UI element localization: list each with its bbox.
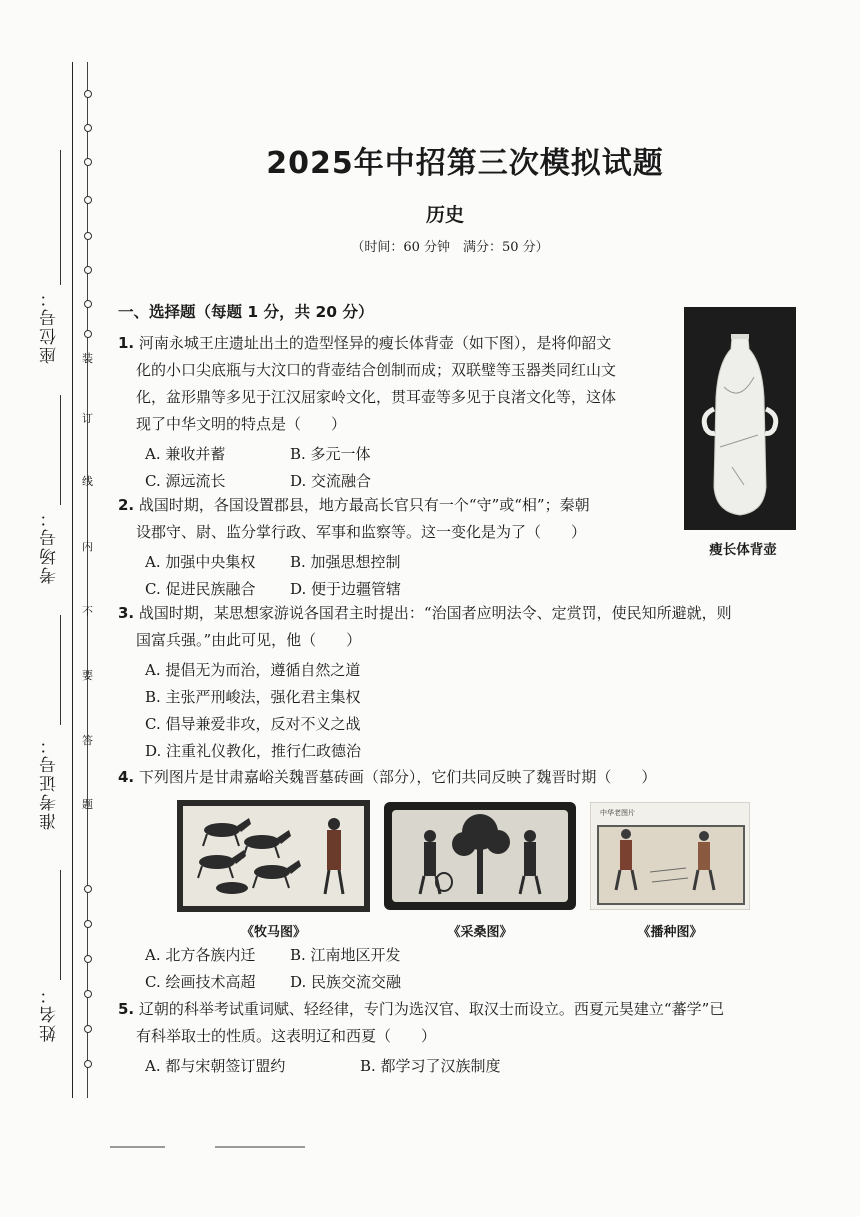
- name-label: 姓名：: [40, 985, 60, 1042]
- seal-dot: [84, 1060, 92, 1068]
- herding-caption: 《牧马图》: [240, 925, 306, 940]
- seal-dot: [84, 300, 92, 308]
- section-title: 一、选择题（每题 1 分，共 20 分）: [118, 303, 374, 321]
- mulberry-image: [384, 802, 576, 910]
- seat-label: 座位号：: [40, 288, 60, 364]
- question-number: 3.: [118, 604, 135, 622]
- footer-stroke: [215, 1146, 305, 1148]
- seal-dot: [84, 1025, 92, 1033]
- seal-dot: [84, 955, 92, 963]
- seal-char: 答: [82, 734, 93, 747]
- footer-stroke: [110, 1146, 165, 1148]
- option-d[interactable]: D. 交流融合: [290, 472, 372, 490]
- option-a[interactable]: A. 提倡无为而治，遵循自然之道: [145, 661, 361, 679]
- exam-title: 2025年中招第三次模拟试题: [266, 146, 664, 181]
- question-4: [118, 764, 656, 791]
- question-number: 4.: [118, 768, 135, 786]
- option-c[interactable]: C. 源远流长: [145, 472, 226, 490]
- sowing-image: [590, 802, 750, 910]
- seal-char: 要: [82, 669, 93, 682]
- vase-photo: [684, 307, 796, 530]
- option-d[interactable]: D. 民族交流交融: [290, 973, 402, 991]
- option-d[interactable]: D. 便于边疆管辖: [290, 580, 402, 598]
- question-number: 5.: [118, 1000, 135, 1018]
- option-b[interactable]: B. 江南地区开发: [290, 946, 401, 964]
- question-5: [118, 996, 724, 1050]
- question-number: 1.: [118, 334, 135, 352]
- option-c[interactable]: C. 促进民族融合: [145, 580, 256, 598]
- question-text: 化的小口尖底瓶与大汶口的背壶结合创制而成；双联璧等玉器类同红山文: [136, 361, 617, 379]
- question-text: 辽朝的科举考试重词赋、轻经律，专门为选汉官、取汉士而设立。西夏元昊建立“蕃学”已: [138, 1000, 725, 1018]
- brick-painting-herding: [177, 800, 370, 912]
- herding-image: [177, 800, 370, 912]
- question-text: 设郡守、尉、监分掌行政、军事和监察等。这一变化是为了（ ）: [136, 523, 587, 541]
- option-c[interactable]: C. 绘画技术高超: [145, 973, 256, 991]
- question-text: 国富兵强。”由此可见，他（ ）: [136, 631, 362, 649]
- seal-dot: [84, 90, 92, 98]
- option-a[interactable]: A. 都与宋朝签订盟约: [145, 1057, 286, 1075]
- option-a[interactable]: A. 兼收并蓄: [145, 445, 226, 463]
- question-1: [118, 330, 616, 438]
- question-3: [118, 600, 732, 654]
- option-a[interactable]: A. 加强中央集权: [145, 553, 256, 571]
- seal-char: 装: [82, 352, 93, 365]
- brick-painting-mulberry: [384, 802, 576, 910]
- ticket-label: 准考证号：: [40, 735, 60, 830]
- question-text: 下列图片是甘肃嘉峪关魏晋墓砖画（部分），它们共同反映了魏晋时期（ ）: [138, 768, 657, 786]
- seal-char: 订: [82, 412, 93, 425]
- seal-dot: [84, 885, 92, 893]
- seal-char: 不: [82, 605, 93, 618]
- question-text: 战国时期，某思想家游说各国君主时提出：“治国者应明法令、定赏罚，使民知所避就，则: [138, 604, 732, 622]
- seal-char: 内: [82, 540, 93, 553]
- ticket-blank-line: [60, 615, 61, 725]
- option-b[interactable]: B. 多元一体: [290, 445, 371, 463]
- question-text: 河南永城王庄遗址出土的造型怪异的瘦长体背壶（如下图），是将仰韶文: [138, 334, 612, 352]
- seal-char: 线: [82, 475, 93, 488]
- option-b[interactable]: B. 加强思想控制: [290, 553, 401, 571]
- vase-caption: 瘦长体背壶: [709, 542, 777, 558]
- subject-title: 历史: [425, 204, 464, 226]
- question-number: 2.: [118, 496, 135, 514]
- option-c[interactable]: C. 倡导兼爱非攻，反对不义之战: [145, 715, 361, 733]
- option-a[interactable]: A. 北方各族内迁: [145, 946, 256, 964]
- seal-dot: [84, 124, 92, 132]
- option-b[interactable]: B. 主张严刑峻法，强化君主集权: [145, 688, 361, 706]
- option-b[interactable]: B. 都学习了汉族制度: [360, 1057, 501, 1075]
- sowing-caption: 《播种图》: [637, 925, 703, 940]
- question-text: 现了中华文明的特点是（ ）: [136, 415, 347, 433]
- name-blank-line: [60, 870, 61, 980]
- option-d[interactable]: D. 注重礼仪教化，推行仁政德治: [145, 742, 362, 760]
- sowing-inner-label: 中华老图片: [600, 809, 635, 817]
- time-info: （时间：60 分钟 满分：50 分）: [351, 240, 549, 255]
- seal-dot: [84, 990, 92, 998]
- vase-image: [684, 307, 796, 530]
- brick-painting-sowing: [590, 802, 750, 910]
- seal-dot: [84, 266, 92, 274]
- question-text: 有科举取士的性质。这表明辽和西夏（ ）: [136, 1027, 437, 1045]
- seal-dot: [84, 920, 92, 928]
- mulberry-caption: 《采桑图》: [447, 925, 513, 940]
- seal-dot: [84, 330, 92, 338]
- room-blank-line: [60, 395, 61, 505]
- question-2: [118, 492, 590, 546]
- binding-margin: [0, 0, 110, 1217]
- question-text: 化，盆形鼎等多见于江汉屈家岭文化，贯耳壶等多见于良渚文化等，这体: [136, 388, 617, 406]
- room-label: 考场号：: [40, 508, 60, 584]
- question-text: 战国时期，各国设置郡县，地方最高长官只有一个“守”或“相”；秦朝: [138, 496, 590, 514]
- seal-char: 题: [82, 798, 93, 811]
